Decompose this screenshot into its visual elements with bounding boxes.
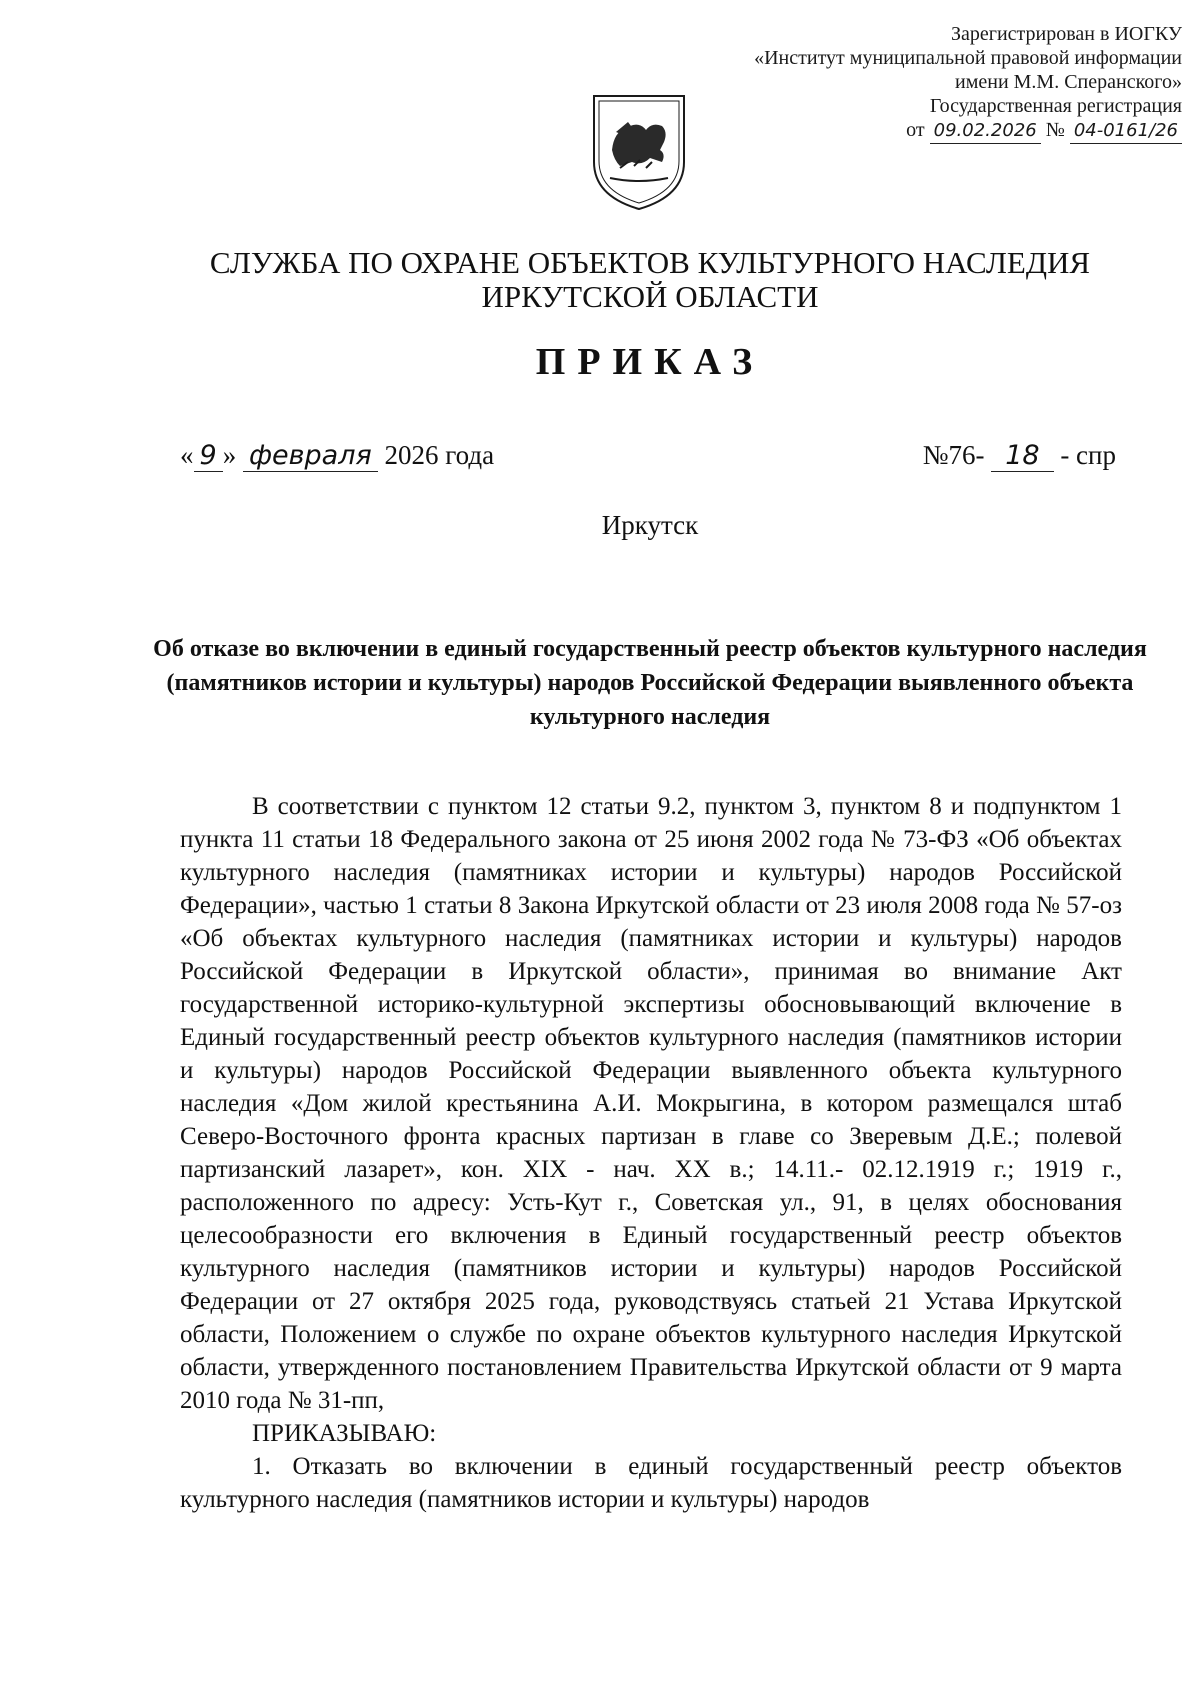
order-item-1: 1. Отказать во включении в единый государственный реестр объектов культурного наследия (памятников истории и культуры) народов xyxy=(180,1453,1122,1513)
organization-name-line-1: СЛУЖБА ПО ОХРАНЕ ОБЪЕКТОВ КУЛЬТУРНОГО НАСЛЕДИЯ xyxy=(209,245,1091,280)
order-date xyxy=(180,440,494,472)
city-name: Иркутск xyxy=(601,510,699,540)
order-heading: Об отказе во включении в единый государственный реестр объектов культурного наследия (памятников истории и культуры) народов Российской Федерации выявленного объекта культурного наследия xyxy=(153,636,1147,730)
stamp-registration-row xyxy=(754,118,1182,144)
order-number-suffix: - спр xyxy=(1060,440,1116,470)
stamp-from-label: от xyxy=(906,119,925,141)
stamp-line-4: Государственная регистрация xyxy=(929,95,1182,117)
document-type-title: ПРИКАЗ xyxy=(535,341,765,383)
order-body xyxy=(180,790,1122,1516)
date-month-handwritten: февраля xyxy=(243,440,378,472)
date-year: 2026 года xyxy=(384,440,495,470)
stamp-line-1: Зарегистрирован в ИОГКУ xyxy=(951,23,1182,45)
stamp-number-handwritten: 04-0161/26 xyxy=(1070,119,1182,144)
stamp-line-2: «Институт муниципальной правовой информации xyxy=(754,47,1182,69)
stamp-line-3: имени М.М. Сперанского» xyxy=(955,71,1182,93)
order-number-handwritten: 18 xyxy=(991,440,1053,472)
stamp-number-label: № xyxy=(1045,119,1065,141)
order-number xyxy=(923,440,1116,472)
order-number-prefix: №76- xyxy=(922,440,985,470)
organization-name-line-2: ИРКУТСКОЙ ОБЛАСТИ xyxy=(481,279,819,314)
preamble-paragraph: В соответствии с пунктом 12 статьи 9.2, пунктом 3, пунктом 8 и подпунктом 1 пункта 11 статьи 18 Федерального закона от 25 июня 2002 года № 73-ФЗ «Об объектах культурного наследия (памятниках истории и культуры) народов Российской Федерации», частью 1 статьи 8 Закона Иркутской области от 23 июля 2008 года № 57-оз «Об объектах культурного наследия (памятниках истории и культуры) народов Российской Федерации в Иркутской области», принимая во внимание Акт государственной историко-культурной экспертизы обосновывающий включение в Единый государственный реестр объектов культурного наследия (памятников истории и культуры) народов Российской Федерации выявленного объекта культурного наследия «Дом жилой крестьянина А.И. Мокрыгина, в котором размещался штаб Северо-Восточного фронта красных партизан в главе со Зверевым Д.Е.; полевой партизанский лазарет», кон. XIX - нач. XX в.; 14.11.- 02.12.1919 г.; 1919 г., расположенного по адресу: Усть-Кут г., Советская ул., 91, в целях обоснования целесообразности его включения в Единый государственный реестр объектов культурного наследия (памятников истории и культуры) народов Российской Федерации от 27 октября 2025 года, руководствуясь статьей 21 Устава Иркутской области, Положением о службе по охране объектов культурного наследия Иркутской области, утвержденного постановлением Правительства Иркутской области от 9 марта 2010 года № 31-пп, xyxy=(180,793,1122,1414)
date-day-handwritten: 9 xyxy=(194,440,223,472)
date-close-quote: » xyxy=(222,440,237,470)
stamp-date-handwritten: 09.02.2026 xyxy=(930,119,1041,144)
registration-stamp xyxy=(754,22,1182,144)
date-open-quote: « xyxy=(180,440,194,470)
order-word: ПРИКАЗЫВАЮ: xyxy=(252,1420,437,1447)
irkutsk-coat-of-arms-icon xyxy=(590,92,688,212)
